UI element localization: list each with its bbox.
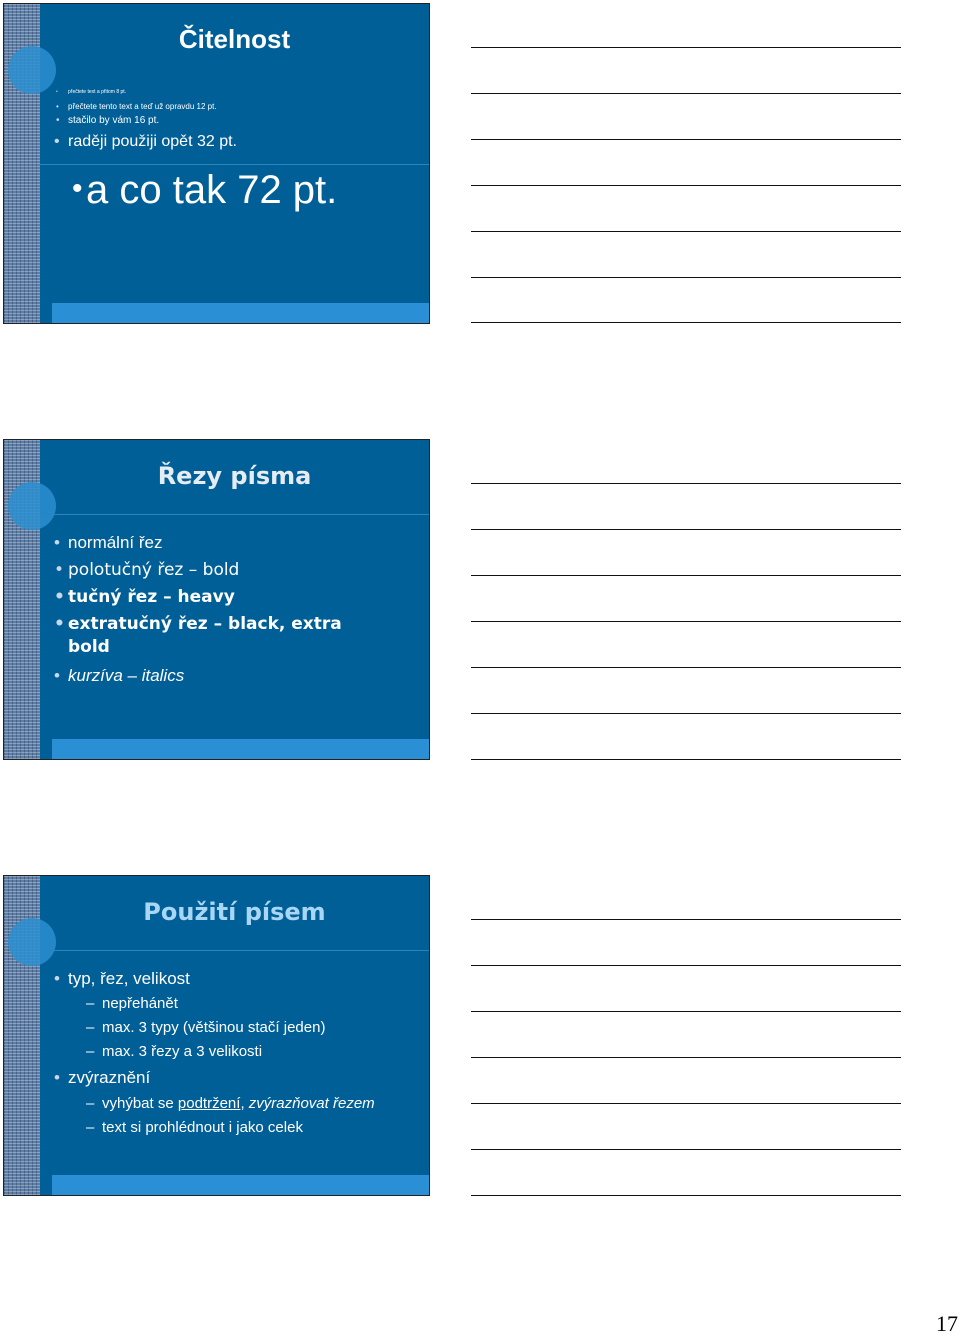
slide-rezy-pisma [3, 439, 430, 760]
bullet-72pt: • a co tak 72 pt. [72, 168, 338, 212]
bullet-16pt: • stačilo by vám 16 pt. [56, 115, 160, 126]
slide-divider [40, 164, 429, 165]
bullet-12pt: • přečtete tento text a teď už opravdu 12 pt. [56, 102, 217, 111]
slide-bottom-bar [52, 739, 429, 759]
slide-pouziti-pisem [3, 875, 430, 1196]
bullet-heavy: • tučný řez – heavy [54, 587, 235, 607]
slide-title: Použití písem [143, 898, 326, 926]
bullet-32pt: • raději použiji opět 32 pt. [54, 133, 237, 150]
bullet-black: • extratučný řez – black, extra [54, 614, 342, 634]
bullet-typ: • typ, řez, velikost [54, 969, 190, 988]
slide-title: Čitelnost [178, 24, 291, 54]
sub-prohlednout: – text si prohlédnout i jako celek [86, 1119, 303, 1136]
slide-bottom-bar [52, 303, 429, 323]
slide-title: Řezy písma [157, 462, 312, 490]
bullet-black-cont: bold [68, 637, 110, 657]
page-number: 17 [936, 1311, 958, 1336]
slide-divider [40, 514, 429, 515]
slide-divider [40, 950, 429, 951]
bullet-italics: • kurzíva – italics [54, 666, 185, 685]
bullet-normal: • normální řez [54, 533, 163, 552]
sub-vyhybat: – vyhýbat se podtržení, zvýrazňovat řezem [86, 1095, 375, 1112]
bullet-8pt: • přečtete text a přitom 8 pt. [56, 89, 127, 95]
sub-max-rezy: – max. 3 řezy a 3 velikosti [86, 1043, 263, 1060]
sub-neprehanet: – nepřehánět [86, 995, 178, 1012]
bullet-bold: • polotučný řez – bold [54, 560, 240, 580]
slide-bottom-bar [52, 1175, 429, 1195]
bullet-zvyrazneni: • zvýraznění [54, 1068, 151, 1087]
sub-max-typy: – max. 3 typy (většinou stačí jeden) [86, 1019, 326, 1036]
slide-citelnost [3, 3, 430, 324]
